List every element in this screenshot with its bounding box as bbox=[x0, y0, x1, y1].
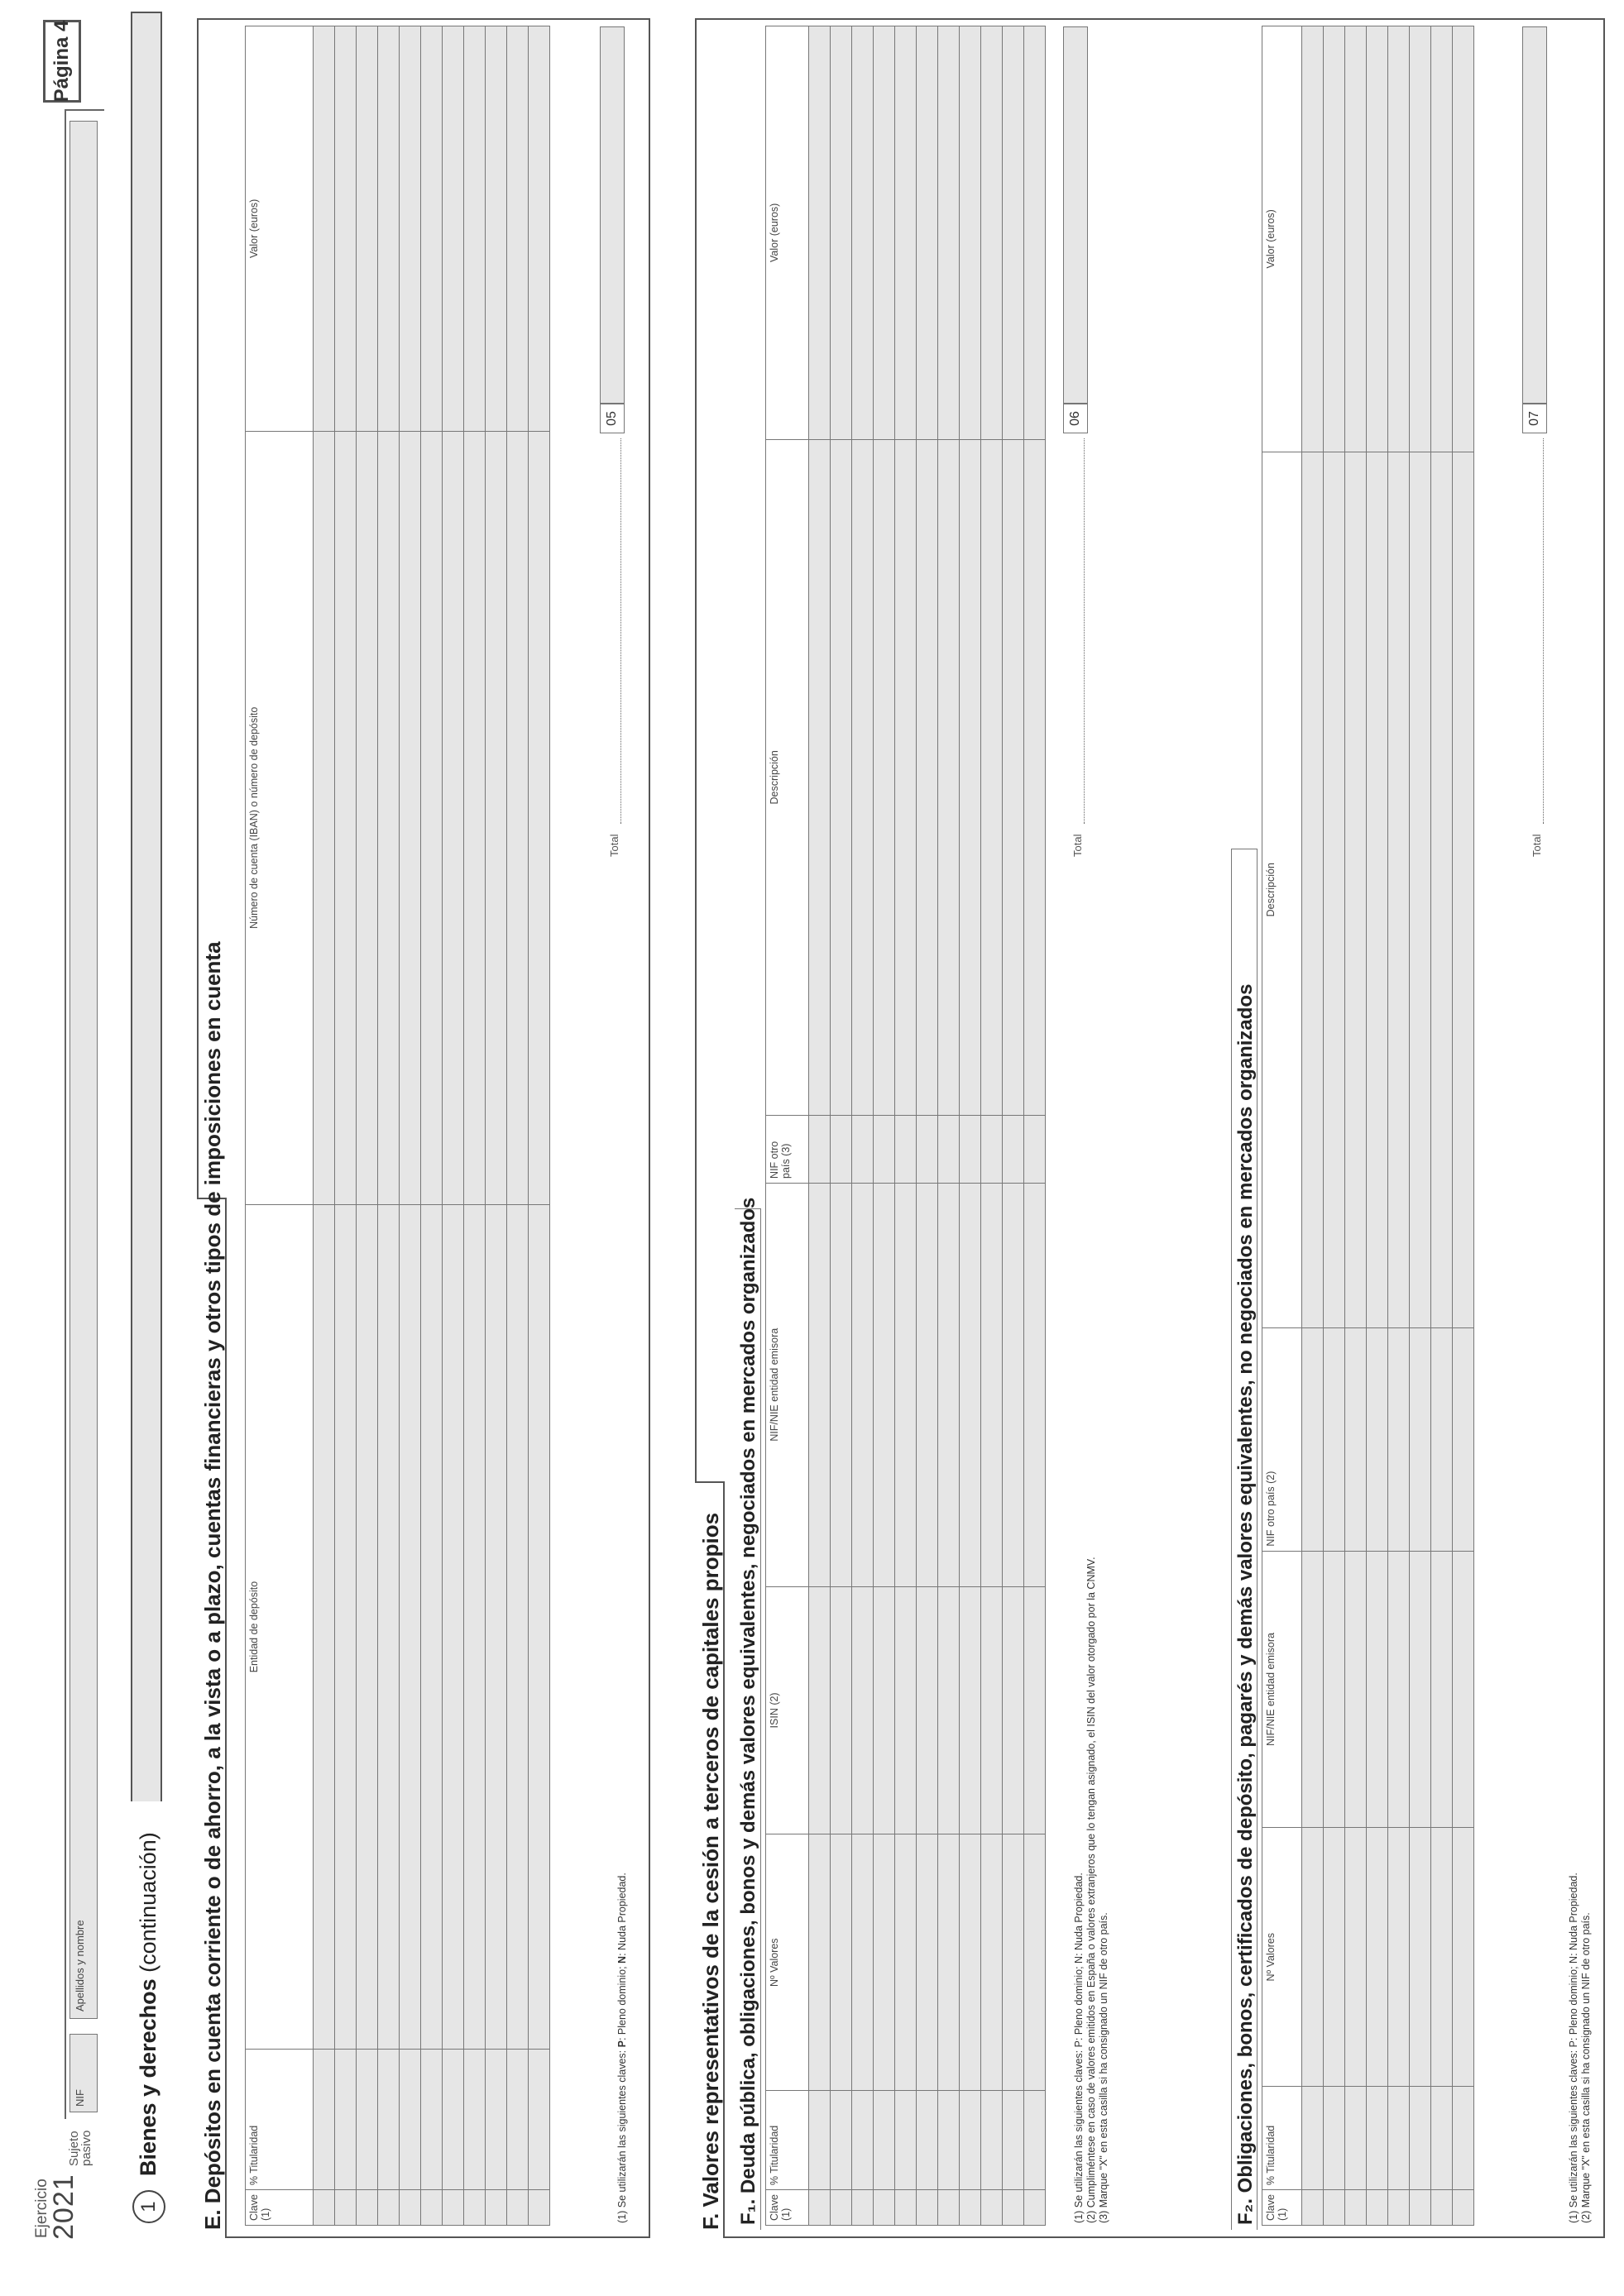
input-cell[interactable] bbox=[1003, 2190, 1024, 2226]
input-cell[interactable] bbox=[831, 26, 852, 440]
table-row bbox=[981, 26, 1003, 2226]
section-e-total-label: Total bbox=[608, 834, 620, 857]
input-cell[interactable] bbox=[378, 26, 400, 432]
input-cell[interactable] bbox=[809, 1586, 831, 1834]
input-cell[interactable] bbox=[981, 2190, 1003, 2226]
table-row bbox=[874, 26, 895, 2226]
col-valor: Valor (euros) bbox=[246, 26, 314, 432]
input-cell[interactable] bbox=[1388, 1828, 1410, 2087]
input-cell[interactable] bbox=[852, 1834, 874, 2091]
input-cell[interactable] bbox=[981, 1115, 1003, 1183]
section-f2-total-code: 07 bbox=[1522, 404, 1547, 433]
input-cell[interactable] bbox=[1302, 26, 1324, 452]
input-cell[interactable] bbox=[1024, 1183, 1046, 1586]
sujeto-pasivo-label: Sujeto pasivo bbox=[67, 2130, 93, 2166]
section-e-rows bbox=[314, 26, 550, 2226]
input-cell[interactable] bbox=[1367, 2190, 1388, 2226]
input-cell[interactable] bbox=[464, 1204, 486, 2049]
section-f1-total-value[interactable] bbox=[1063, 26, 1088, 404]
input-cell[interactable] bbox=[917, 439, 938, 1115]
section-f2-total-value[interactable] bbox=[1522, 26, 1547, 404]
input-cell[interactable] bbox=[938, 2190, 960, 2226]
section-f1-title: F₁. Deuda pública, obligaciones, bonos y demás valores equivalentes, negociados en mercados organizados bbox=[737, 1197, 759, 2225]
table-row bbox=[852, 26, 874, 2226]
input-cell[interactable] bbox=[1324, 2087, 1345, 2190]
input-cell[interactable] bbox=[421, 431, 443, 1204]
input-cell[interactable] bbox=[357, 2050, 378, 2190]
input-cell[interactable] bbox=[1388, 1327, 1410, 1551]
input-cell[interactable] bbox=[400, 431, 421, 1204]
input-cell[interactable] bbox=[1431, 2087, 1453, 2190]
col-entidad: Entidad de depósito bbox=[246, 1204, 314, 2049]
ejercicio-year: 2021 bbox=[48, 2174, 79, 2240]
input-cell[interactable] bbox=[1410, 2087, 1431, 2190]
col-valor: Valor (euros) bbox=[1262, 26, 1302, 452]
input-cell[interactable] bbox=[507, 2050, 529, 2190]
section-e-total-code: 05 bbox=[600, 404, 625, 433]
input-cell[interactable] bbox=[1324, 1828, 1345, 2087]
input-cell[interactable] bbox=[1345, 1828, 1367, 2087]
input-cell[interactable] bbox=[960, 1183, 981, 1586]
input-cell[interactable] bbox=[938, 26, 960, 440]
col-titularidad: % Titularidad bbox=[1262, 2087, 1302, 2190]
table-row bbox=[443, 26, 464, 2226]
input-cell[interactable] bbox=[981, 1586, 1003, 1834]
section-e-note: (1) Se utilizarán las siguientes claves: P: Pleno dominio; N: Nuda Propiedad. bbox=[616, 1873, 628, 2223]
table-row bbox=[1431, 26, 1453, 2226]
input-cell[interactable] bbox=[1345, 26, 1367, 452]
input-cell[interactable] bbox=[917, 1586, 938, 1834]
table-row bbox=[1003, 26, 1024, 2226]
header-frame bbox=[65, 109, 104, 2119]
input-cell[interactable] bbox=[400, 26, 421, 432]
input-cell[interactable] bbox=[960, 2190, 981, 2226]
input-cell[interactable] bbox=[938, 2091, 960, 2190]
input-cell[interactable] bbox=[1410, 1828, 1431, 2087]
input-cell[interactable] bbox=[335, 2190, 357, 2226]
section-number-circle: 1 bbox=[132, 2190, 165, 2223]
section-f2-total-dots bbox=[1543, 438, 1544, 824]
col-titularidad: % Titularidad bbox=[766, 2091, 809, 2190]
input-cell[interactable] bbox=[486, 1204, 507, 2049]
input-cell[interactable] bbox=[1024, 26, 1046, 440]
input-cell[interactable] bbox=[831, 1115, 852, 1183]
input-cell[interactable] bbox=[1302, 2190, 1324, 2226]
input-cell[interactable] bbox=[917, 2091, 938, 2190]
input-cell[interactable] bbox=[464, 26, 486, 432]
input-cell[interactable] bbox=[895, 439, 917, 1115]
table-row bbox=[1453, 26, 1474, 2226]
input-cell[interactable] bbox=[1410, 2190, 1431, 2226]
input-cell[interactable] bbox=[960, 2091, 981, 2190]
input-cell[interactable] bbox=[1453, 452, 1474, 1327]
input-cell[interactable] bbox=[1431, 2190, 1453, 2226]
input-cell[interactable] bbox=[335, 26, 357, 432]
input-cell[interactable] bbox=[938, 1115, 960, 1183]
nif-field[interactable]: NIF bbox=[69, 2034, 98, 2112]
table-row bbox=[917, 26, 938, 2226]
input-cell[interactable] bbox=[1024, 2091, 1046, 2190]
table-row bbox=[1388, 26, 1410, 2226]
input-cell[interactable] bbox=[938, 1183, 960, 1586]
input-cell[interactable] bbox=[529, 1204, 550, 2049]
input-cell[interactable] bbox=[874, 26, 895, 440]
input-cell[interactable] bbox=[378, 2050, 400, 2190]
input-cell[interactable] bbox=[1324, 1551, 1345, 1828]
input-cell[interactable] bbox=[981, 1834, 1003, 2091]
input-cell[interactable] bbox=[1003, 1834, 1024, 2091]
section-f1-total-label: Total bbox=[1071, 834, 1084, 857]
input-cell[interactable] bbox=[1024, 1115, 1046, 1183]
input-cell[interactable] bbox=[1431, 26, 1453, 452]
input-cell[interactable] bbox=[529, 2190, 550, 2226]
input-cell[interactable] bbox=[529, 26, 550, 432]
apellidos-field[interactable]: Apellidos y nombre bbox=[69, 121, 98, 2019]
col-descripcion: Descripción bbox=[1262, 452, 1302, 1327]
col-valor: Valor (euros) bbox=[766, 26, 809, 440]
input-cell[interactable] bbox=[1024, 1834, 1046, 2091]
input-cell[interactable] bbox=[357, 431, 378, 1204]
input-cell[interactable] bbox=[809, 1183, 831, 1586]
input-cell[interactable] bbox=[443, 431, 464, 1204]
input-cell[interactable] bbox=[809, 26, 831, 440]
section-f-title: F. Valores representativos de la cesión a terceros de capitales propios bbox=[698, 1512, 723, 2230]
input-cell[interactable] bbox=[1367, 2087, 1388, 2190]
input-cell[interactable] bbox=[1388, 1551, 1410, 1828]
col-nif-otro-pais: NIF otro país (3) bbox=[766, 1115, 809, 1183]
col-clave: Clave (1) bbox=[766, 2190, 809, 2226]
input-cell[interactable] bbox=[1367, 452, 1388, 1327]
input-cell[interactable] bbox=[1410, 26, 1431, 452]
section-f1-table bbox=[765, 26, 1046, 2226]
input-cell[interactable] bbox=[895, 1115, 917, 1183]
input-cell[interactable] bbox=[421, 26, 443, 432]
input-cell[interactable] bbox=[1367, 1551, 1388, 1828]
input-cell[interactable] bbox=[1453, 1551, 1474, 1828]
page-number-badge: Página 4 bbox=[43, 20, 81, 103]
input-cell[interactable] bbox=[874, 1115, 895, 1183]
col-clave: Clave (1) bbox=[1262, 2190, 1302, 2226]
input-cell[interactable] bbox=[1324, 1327, 1345, 1551]
input-cell[interactable] bbox=[486, 2050, 507, 2190]
table-row bbox=[831, 26, 852, 2226]
input-cell[interactable] bbox=[809, 1115, 831, 1183]
input-cell[interactable] bbox=[1388, 26, 1410, 452]
input-cell[interactable] bbox=[400, 2050, 421, 2190]
section-title-bar bbox=[131, 12, 162, 1801]
input-cell[interactable] bbox=[1003, 439, 1024, 1115]
input-cell[interactable] bbox=[1431, 1551, 1453, 1828]
input-cell[interactable] bbox=[357, 26, 378, 432]
table-row bbox=[378, 26, 400, 2226]
input-cell[interactable] bbox=[809, 1834, 831, 2091]
input-cell[interactable] bbox=[831, 439, 852, 1115]
section-f1-rows bbox=[809, 26, 1046, 2226]
input-cell[interactable] bbox=[1024, 439, 1046, 1115]
table-row bbox=[314, 26, 335, 2226]
table-row bbox=[1024, 26, 1046, 2226]
input-cell[interactable] bbox=[1003, 2091, 1024, 2190]
col-titularidad: % Titularidad bbox=[246, 2050, 314, 2190]
input-cell[interactable] bbox=[831, 2190, 852, 2226]
input-cell[interactable] bbox=[917, 2190, 938, 2226]
input-cell[interactable] bbox=[1388, 2190, 1410, 2226]
input-cell[interactable] bbox=[1324, 452, 1345, 1327]
input-cell[interactable] bbox=[852, 439, 874, 1115]
input-cell[interactable] bbox=[960, 26, 981, 440]
input-cell[interactable] bbox=[831, 2091, 852, 2190]
section-e-total-dots bbox=[620, 438, 621, 824]
input-cell[interactable] bbox=[874, 1834, 895, 2091]
input-cell[interactable] bbox=[464, 2190, 486, 2226]
input-cell[interactable] bbox=[1345, 2087, 1367, 2190]
input-cell[interactable] bbox=[1410, 1551, 1431, 1828]
input-cell[interactable] bbox=[421, 1204, 443, 2049]
input-cell[interactable] bbox=[400, 2190, 421, 2226]
input-cell[interactable] bbox=[421, 2190, 443, 2226]
section-f2-table bbox=[1262, 26, 1474, 2226]
input-cell[interactable] bbox=[960, 439, 981, 1115]
input-cell[interactable] bbox=[507, 2190, 529, 2226]
input-cell[interactable] bbox=[1388, 452, 1410, 1327]
input-cell[interactable] bbox=[960, 1115, 981, 1183]
input-cell[interactable] bbox=[852, 2091, 874, 2190]
col-nif-otro-pais: NIF otro país (2) bbox=[1262, 1327, 1302, 1551]
table-row bbox=[1324, 26, 1345, 2226]
table-row bbox=[486, 26, 507, 2226]
table-row bbox=[1367, 26, 1388, 2226]
section-e-total-value[interactable] bbox=[600, 26, 625, 404]
input-cell[interactable] bbox=[1431, 1828, 1453, 2087]
input-cell[interactable] bbox=[357, 1204, 378, 2049]
section-e-table bbox=[245, 26, 550, 2226]
input-cell[interactable] bbox=[1345, 452, 1367, 1327]
input-cell[interactable] bbox=[400, 1204, 421, 2049]
table-row bbox=[357, 26, 378, 2226]
input-cell[interactable] bbox=[335, 431, 357, 1204]
section-f2-title-box bbox=[1231, 849, 1258, 2230]
table-row bbox=[809, 26, 831, 2226]
input-cell[interactable] bbox=[1453, 1327, 1474, 1551]
input-cell[interactable] bbox=[874, 1183, 895, 1586]
col-clave: Clave (1) bbox=[246, 2190, 314, 2226]
input-cell[interactable] bbox=[874, 2190, 895, 2226]
section-f2-total-label: Total bbox=[1531, 834, 1543, 857]
input-cell[interactable] bbox=[852, 1586, 874, 1834]
section-e-title-box bbox=[197, 941, 227, 2238]
input-cell[interactable] bbox=[874, 1586, 895, 1834]
section-f2-notes: (1) Se utilizarán las siguientes claves: P: Pleno dominio; N: Nuda Propiedad. (2) Marque "X" en esta casilla si ha consignado un NIF de otro país. bbox=[1568, 1873, 1592, 2223]
input-cell[interactable] bbox=[443, 1204, 464, 2049]
input-cell[interactable] bbox=[852, 2190, 874, 2226]
input-cell[interactable] bbox=[1453, 2190, 1474, 2226]
input-cell[interactable] bbox=[486, 26, 507, 432]
section-f2-rows bbox=[1302, 26, 1474, 2226]
input-cell[interactable] bbox=[314, 26, 335, 432]
input-cell[interactable] bbox=[1345, 1327, 1367, 1551]
input-cell[interactable] bbox=[378, 431, 400, 1204]
input-cell[interactable] bbox=[1302, 452, 1324, 1327]
input-cell[interactable] bbox=[938, 1834, 960, 2091]
input-cell[interactable] bbox=[831, 1183, 852, 1586]
table-row bbox=[464, 26, 486, 2226]
input-cell[interactable] bbox=[895, 1183, 917, 1586]
input-cell[interactable] bbox=[981, 2091, 1003, 2190]
col-nif-emisora: NIF/NIE entidad emisora bbox=[1262, 1551, 1302, 1828]
input-cell[interactable] bbox=[1003, 26, 1024, 440]
input-cell[interactable] bbox=[981, 1183, 1003, 1586]
input-cell[interactable] bbox=[1388, 2087, 1410, 2190]
col-descripcion: Descripción bbox=[766, 439, 809, 1115]
table-row bbox=[960, 26, 981, 2226]
input-cell[interactable] bbox=[1003, 1183, 1024, 1586]
input-cell[interactable] bbox=[378, 2190, 400, 2226]
input-cell[interactable] bbox=[1324, 26, 1345, 452]
input-cell[interactable] bbox=[443, 26, 464, 432]
input-cell[interactable] bbox=[1024, 1586, 1046, 1834]
input-cell[interactable] bbox=[507, 26, 529, 432]
table-row bbox=[1302, 26, 1324, 2226]
table-row bbox=[400, 26, 421, 2226]
input-cell[interactable] bbox=[981, 439, 1003, 1115]
input-cell[interactable] bbox=[1024, 2190, 1046, 2226]
input-cell[interactable] bbox=[895, 2091, 917, 2190]
input-cell[interactable] bbox=[486, 431, 507, 1204]
input-cell[interactable] bbox=[1431, 452, 1453, 1327]
input-cell[interactable] bbox=[1453, 1828, 1474, 2087]
section-f-title-box bbox=[695, 1481, 725, 2238]
input-cell[interactable] bbox=[938, 439, 960, 1115]
input-cell[interactable] bbox=[981, 26, 1003, 440]
input-cell[interactable] bbox=[1453, 2087, 1474, 2190]
input-cell[interactable] bbox=[1324, 2190, 1345, 2226]
input-cell[interactable] bbox=[1302, 1327, 1324, 1551]
table-row bbox=[1345, 26, 1367, 2226]
input-cell[interactable] bbox=[357, 2190, 378, 2226]
input-cell[interactable] bbox=[1431, 1327, 1453, 1551]
input-cell[interactable] bbox=[507, 431, 529, 1204]
col-num-valores: Nº Valores bbox=[1262, 1828, 1302, 2087]
input-cell[interactable] bbox=[1453, 26, 1474, 452]
input-cell[interactable] bbox=[314, 1204, 335, 2049]
input-cell[interactable] bbox=[1302, 1551, 1324, 1828]
col-nif-emisora: NIF/NIE entidad emisora bbox=[766, 1183, 809, 1586]
input-cell[interactable] bbox=[335, 1204, 357, 2049]
input-cell[interactable] bbox=[917, 1115, 938, 1183]
input-cell[interactable] bbox=[1345, 2190, 1367, 2226]
input-cell[interactable] bbox=[1367, 26, 1388, 452]
input-cell[interactable] bbox=[1410, 452, 1431, 1327]
section-title: Bienes y derechos (continuación) bbox=[136, 1832, 160, 2176]
input-cell[interactable] bbox=[443, 2050, 464, 2190]
input-cell[interactable] bbox=[335, 2050, 357, 2190]
input-cell[interactable] bbox=[1410, 1327, 1431, 1551]
input-cell[interactable] bbox=[852, 26, 874, 440]
input-cell[interactable] bbox=[809, 2190, 831, 2226]
section-f1-notes: (1) Se utilizarán las siguientes claves: P: Pleno dominio; N: Nuda Propiedad. (2) Cumpliméntese en caso de valores emitidos en España o valores extranjeros que lo tengan asignado, el ISIN del valor otorgado por la CNMV. (3) Marque "X" en esta casilla si ha consignado un NIF de otro país. bbox=[1073, 1557, 1109, 2223]
input-cell[interactable] bbox=[874, 2091, 895, 2190]
input-cell[interactable] bbox=[1302, 1828, 1324, 2087]
input-cell[interactable] bbox=[421, 2050, 443, 2190]
input-cell[interactable] bbox=[895, 26, 917, 440]
table-row bbox=[421, 26, 443, 2226]
input-cell[interactable] bbox=[464, 431, 486, 1204]
col-iban: Número de cuenta (IBAN) o número de depósito bbox=[246, 431, 314, 1204]
input-cell[interactable] bbox=[1345, 1551, 1367, 1828]
table-row bbox=[895, 26, 917, 2226]
input-cell[interactable] bbox=[1003, 1586, 1024, 1834]
input-cell[interactable] bbox=[874, 439, 895, 1115]
col-num-valores: Nº Valores bbox=[766, 1834, 809, 2091]
section-f1-title-box bbox=[735, 1197, 761, 2230]
input-cell[interactable] bbox=[960, 1834, 981, 2091]
input-cell[interactable] bbox=[1302, 2087, 1324, 2190]
input-cell[interactable] bbox=[1367, 1327, 1388, 1551]
table-row bbox=[938, 26, 960, 2226]
input-cell[interactable] bbox=[314, 431, 335, 1204]
input-cell[interactable] bbox=[464, 2050, 486, 2190]
ejercicio-label: Ejercicio bbox=[33, 2179, 50, 2238]
section-f2-title: F₂. Obligaciones, bonos, certificados de depósito, pagarés y demás valores equivalentes, no negociados en mercados organizados bbox=[1234, 983, 1257, 2225]
section-f1-total-code: 06 bbox=[1063, 404, 1088, 433]
input-cell[interactable] bbox=[917, 1834, 938, 2091]
input-cell[interactable] bbox=[895, 1586, 917, 1834]
input-cell[interactable] bbox=[1367, 1828, 1388, 2087]
input-cell[interactable] bbox=[831, 1586, 852, 1834]
col-isin: ISIN (2) bbox=[766, 1586, 809, 1834]
input-cell[interactable] bbox=[314, 2190, 335, 2226]
input-cell[interactable] bbox=[852, 1183, 874, 1586]
input-cell[interactable] bbox=[378, 1204, 400, 2049]
input-cell[interactable] bbox=[1003, 1115, 1024, 1183]
input-cell[interactable] bbox=[809, 2091, 831, 2190]
input-cell[interactable] bbox=[314, 2050, 335, 2190]
table-row bbox=[1410, 26, 1431, 2226]
input-cell[interactable] bbox=[486, 2190, 507, 2226]
input-cell[interactable] bbox=[938, 1586, 960, 1834]
input-cell[interactable] bbox=[507, 1204, 529, 2049]
input-cell[interactable] bbox=[852, 1115, 874, 1183]
section-f1-total-dots bbox=[1084, 438, 1085, 824]
input-cell[interactable] bbox=[895, 2190, 917, 2226]
input-cell[interactable] bbox=[809, 439, 831, 1115]
input-cell[interactable] bbox=[443, 2190, 464, 2226]
table-row bbox=[507, 26, 529, 2226]
section-e-title: E. Depósitos en cuenta corriente o de ahorro, a la vista o a plazo, cuentas financieras y otros tipos de imposiciones en cuenta bbox=[200, 941, 225, 2230]
input-cell[interactable] bbox=[831, 1834, 852, 2091]
input-cell[interactable] bbox=[529, 431, 550, 1204]
input-cell[interactable] bbox=[960, 1586, 981, 1834]
input-cell[interactable] bbox=[917, 1183, 938, 1586]
table-row bbox=[335, 26, 357, 2226]
input-cell[interactable] bbox=[895, 1834, 917, 2091]
table-row bbox=[529, 26, 550, 2226]
input-cell[interactable] bbox=[917, 26, 938, 440]
input-cell[interactable] bbox=[529, 2050, 550, 2190]
